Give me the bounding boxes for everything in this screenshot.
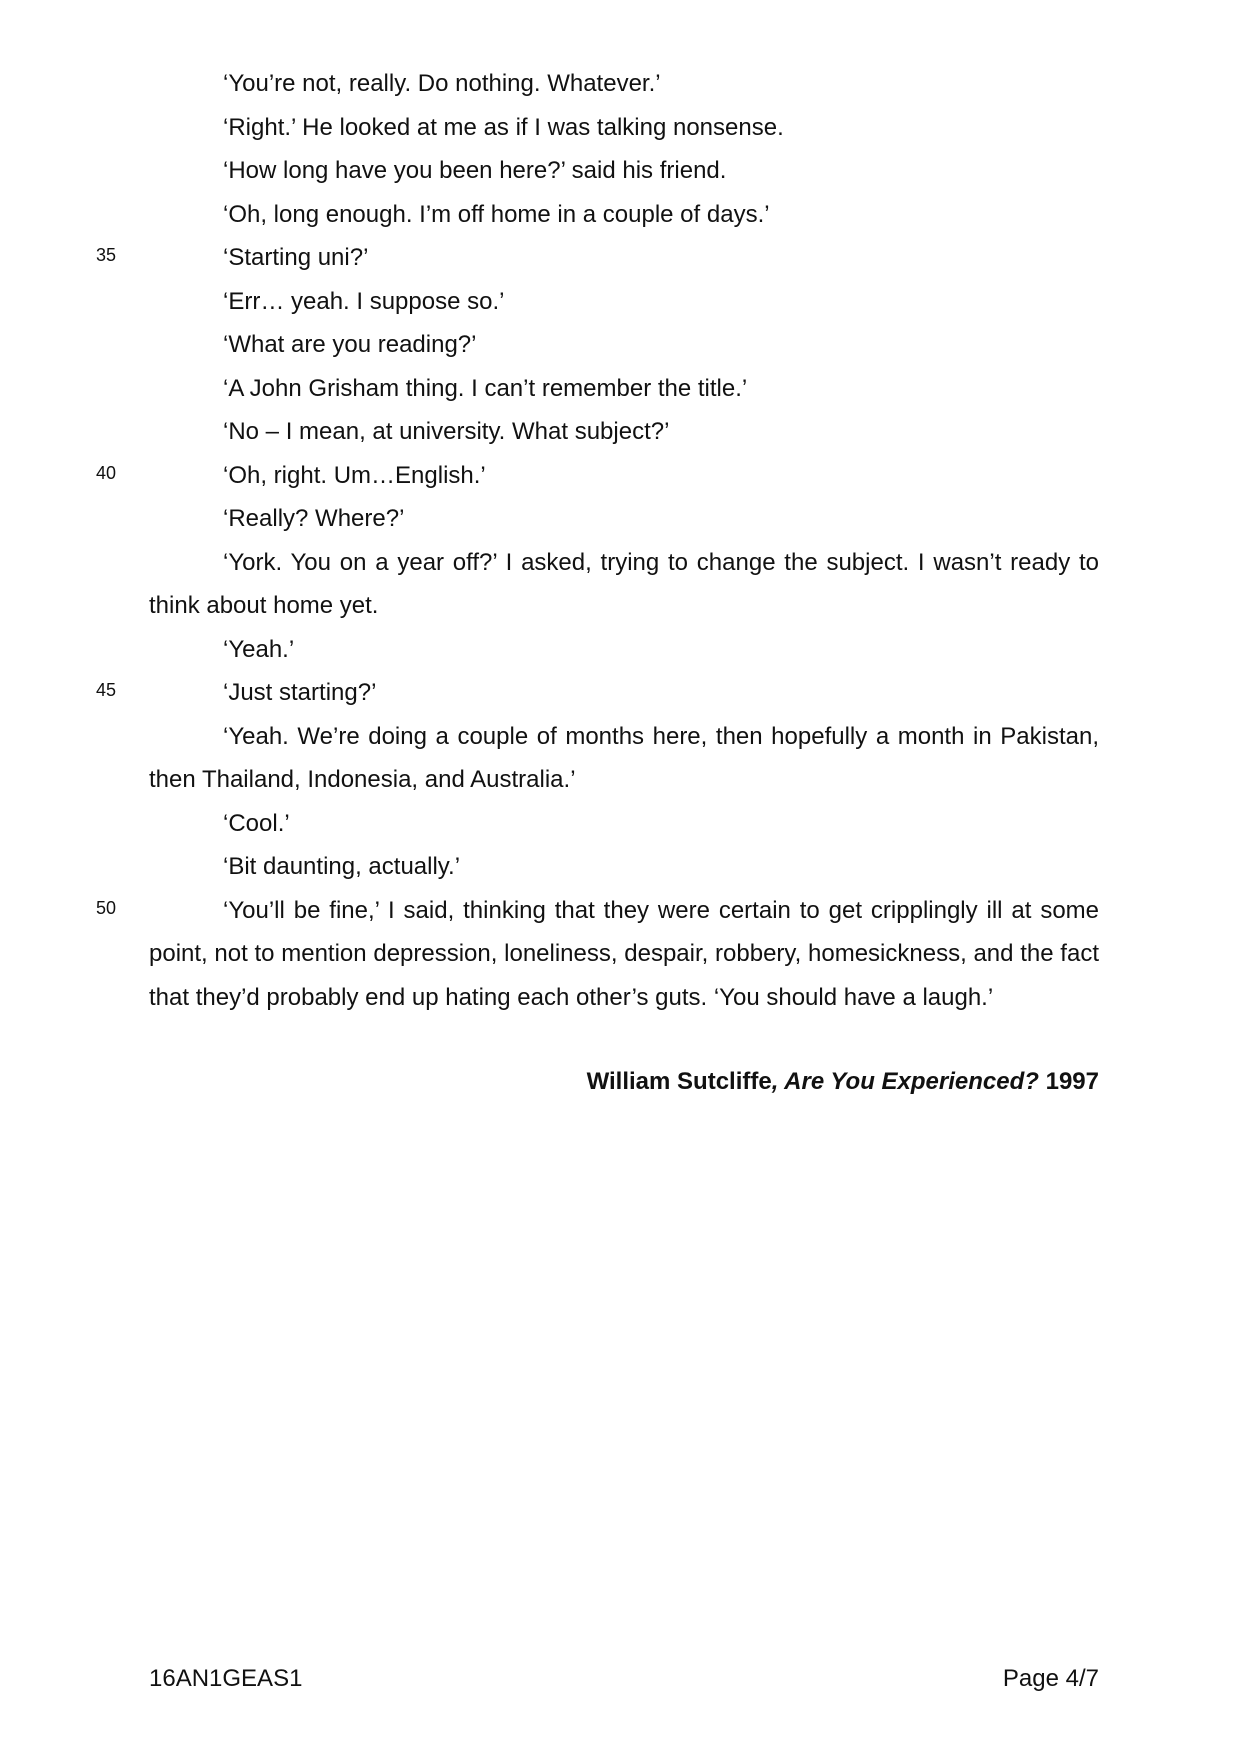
paragraph-text: ‘You’re not, really. Do nothing. Whatever.’ — [223, 70, 661, 97]
paragraph-text: ‘Really? Where?’ — [223, 505, 405, 532]
attribution-separator: , — [771, 1068, 785, 1095]
passage-text — [96, 62, 1099, 1019]
paragraph-text: ‘Starting uni?’ — [223, 244, 369, 271]
passage-paragraph — [149, 541, 1099, 628]
paragraph-text: ‘What are you reading?’ — [223, 331, 477, 358]
paragraph-text: ‘Bit daunting, actually.’ — [223, 853, 461, 880]
passage-paragraph — [149, 802, 1099, 846]
paragraph-text: ‘Yeah.’ — [223, 635, 295, 663]
passage-paragraph — [149, 280, 1099, 324]
passage-paragraph — [149, 106, 1099, 150]
paragraph-text: ‘No – I mean, at university. What subject?’ — [223, 418, 670, 445]
paragraph-text: ‘Just starting?’ — [223, 679, 377, 706]
line-number: 50 — [96, 897, 117, 918]
passage-paragraph — [149, 323, 1099, 367]
page-number: Page 4/7 — [1002, 1665, 1099, 1692]
paragraph-text: ‘Oh, right. Um…English.’ — [223, 461, 486, 489]
paragraph-text: ‘Right.’ He looked at me as if I was talking nonsense. — [223, 113, 784, 141]
passage-paragraph — [96, 889, 1099, 1020]
line-number: 35 — [96, 245, 117, 265]
paragraph-text: ‘A John Grisham thing. I can’t remember the title.’ — [223, 374, 748, 402]
paragraph-text: ‘Err… yeah. I suppose so.’ — [223, 287, 505, 315]
author-name: William Sutcliffe — [586, 1068, 772, 1095]
paragraph-text: ‘How long have you been here?’ said his friend. — [223, 157, 727, 184]
passage-paragraph — [149, 62, 1099, 106]
passage-paragraph — [96, 236, 1099, 280]
book-title: Are You Experienced? — [784, 1068, 1039, 1095]
passage-paragraph — [149, 497, 1099, 541]
passage-paragraph — [96, 454, 1099, 498]
source-attribution — [587, 1067, 1099, 1097]
passage-paragraph — [149, 845, 1099, 889]
passage-paragraph — [149, 715, 1099, 802]
line-number: 40 — [96, 462, 117, 483]
line-number: 45 — [96, 680, 117, 700]
paragraph-text: ‘Yeah. We’re doing a couple of months here, then hopefully a month in Pakistan, then Thailand, Indonesia, and Australia.’ — [149, 722, 1099, 793]
paragraph-text: ‘York. You on a year off?’ I asked, trying to change the subject. I wasn’t ready to think about home yet. — [149, 548, 1099, 619]
paragraph-text: ‘You’ll be fine,’ I said, thinking that they were certain to get cripplingly ill at some point, not to mention depression, loneliness, despair, robbery, homesickness, and the fact that they’d probably end up hating each other’s guts. ‘You should have a laugh.’ — [149, 896, 1099, 1011]
passage-paragraph — [149, 149, 1099, 193]
paragraph-text: ‘Cool.’ — [223, 809, 290, 837]
paragraph-text: ‘Oh, long enough. I’m off home in a couple of days.’ — [223, 200, 770, 228]
exam-code: 16AN1GEAS1 — [149, 1665, 303, 1692]
passage-paragraph — [149, 367, 1099, 411]
passage-paragraph — [149, 628, 1099, 672]
publication-year: 1997 — [1038, 1068, 1099, 1095]
passage-paragraph — [96, 671, 1099, 715]
passage-paragraph — [149, 193, 1099, 237]
passage-paragraph — [149, 410, 1099, 454]
